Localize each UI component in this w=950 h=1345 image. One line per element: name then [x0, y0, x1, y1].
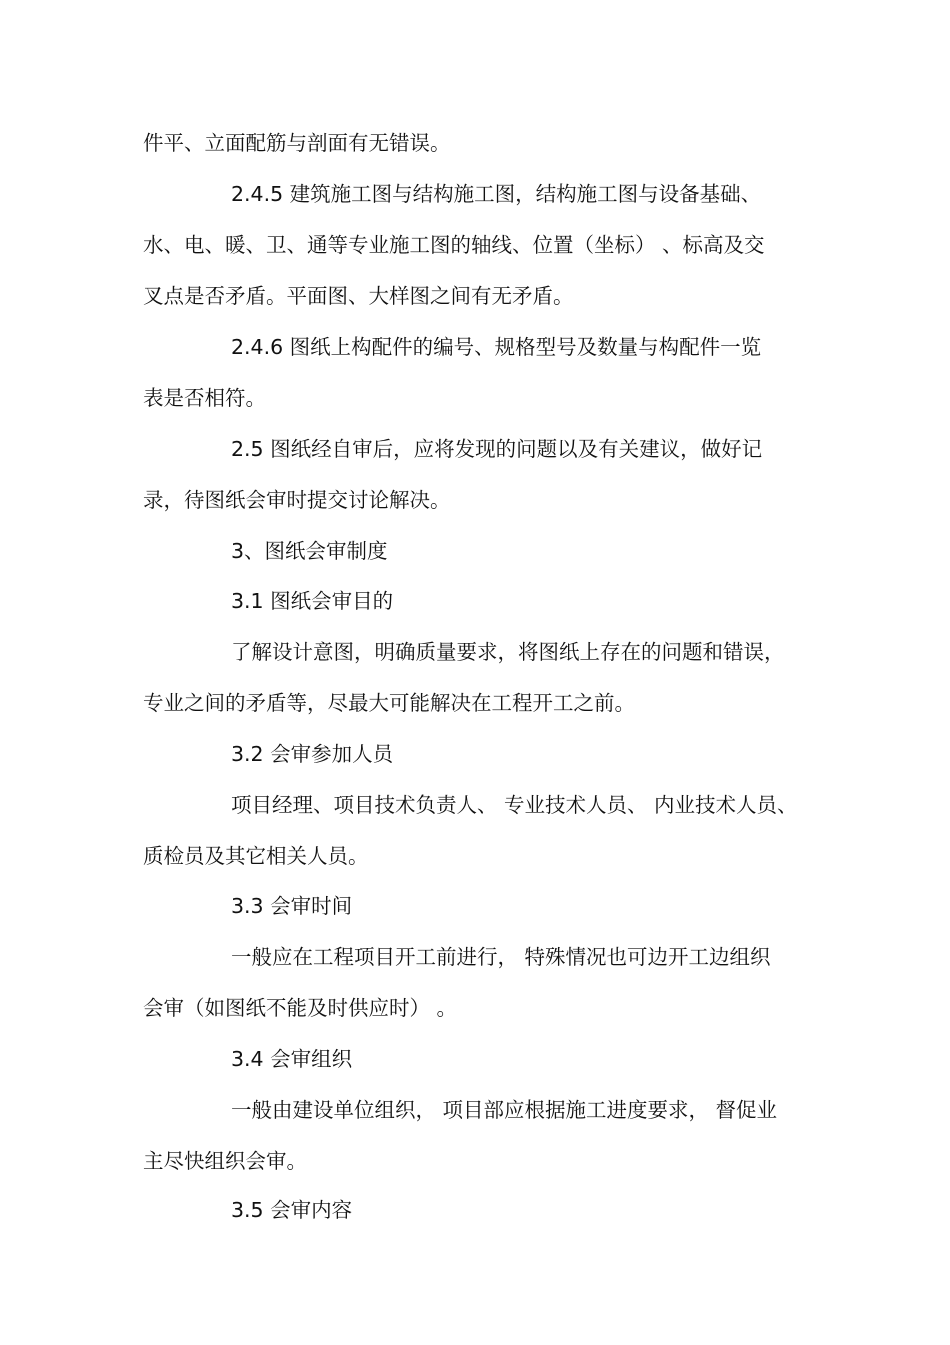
- subsection-heading: 3.3 会审时间: [231, 894, 353, 918]
- text-line: 2.5 图纸经自审后，应将发现的问题以及有关建议，做好记: [231, 437, 763, 461]
- section-heading: 3、图纸会审制度: [231, 539, 388, 563]
- text-line: 表是否相符。: [143, 386, 266, 410]
- subsection-heading: 3.2 会审参加人员: [231, 742, 394, 766]
- text-line: 2.4.5 建筑施工图与结构施工图，结构施工图与设备基础、: [231, 182, 762, 206]
- text-line: 了解设计意图，明确质量要求，将图纸上存在的问题和错误，: [231, 640, 785, 664]
- text-line: 质检员及其它相关人员。: [143, 844, 369, 868]
- text-line: 专业之间的矛盾等，尽最大可能解决在工程开工之前。: [143, 691, 635, 715]
- text-line: 会审（如图纸不能及时供应时） 。: [143, 996, 458, 1020]
- text-line: 一般由建设单位组织， 项目部应根据施工进度要求， 督促业: [231, 1098, 778, 1122]
- text-line: 水、电、暖、卫、通等专业施工图的轴线、位置（坐标） 、标高及交: [143, 233, 765, 257]
- text-line: 项目经理、项目技术负责人、 专业技术人员、 内业技术人员、: [231, 793, 798, 817]
- text-line: 叉点是否矛盾。平面图、大样图之间有无矛盾。: [143, 284, 574, 308]
- text-line: 一般应在工程项目开工前进行， 特殊情况也可边开工边组织: [231, 945, 771, 969]
- text-line: 件平、立面配筋与剖面有无错误。: [143, 131, 451, 155]
- text-line: 主尽快组织会审。: [143, 1149, 307, 1173]
- text-line: 录，待图纸会审时提交讨论解决。: [143, 488, 451, 512]
- subsection-heading: 3.5 会审内容: [231, 1198, 353, 1222]
- subsection-heading: 3.1 图纸会审目的: [231, 589, 394, 613]
- text-line: 2.4.6 图纸上构配件的编号、规格型号及数量与构配件一览: [231, 335, 762, 359]
- subsection-heading: 3.4 会审组织: [231, 1047, 353, 1071]
